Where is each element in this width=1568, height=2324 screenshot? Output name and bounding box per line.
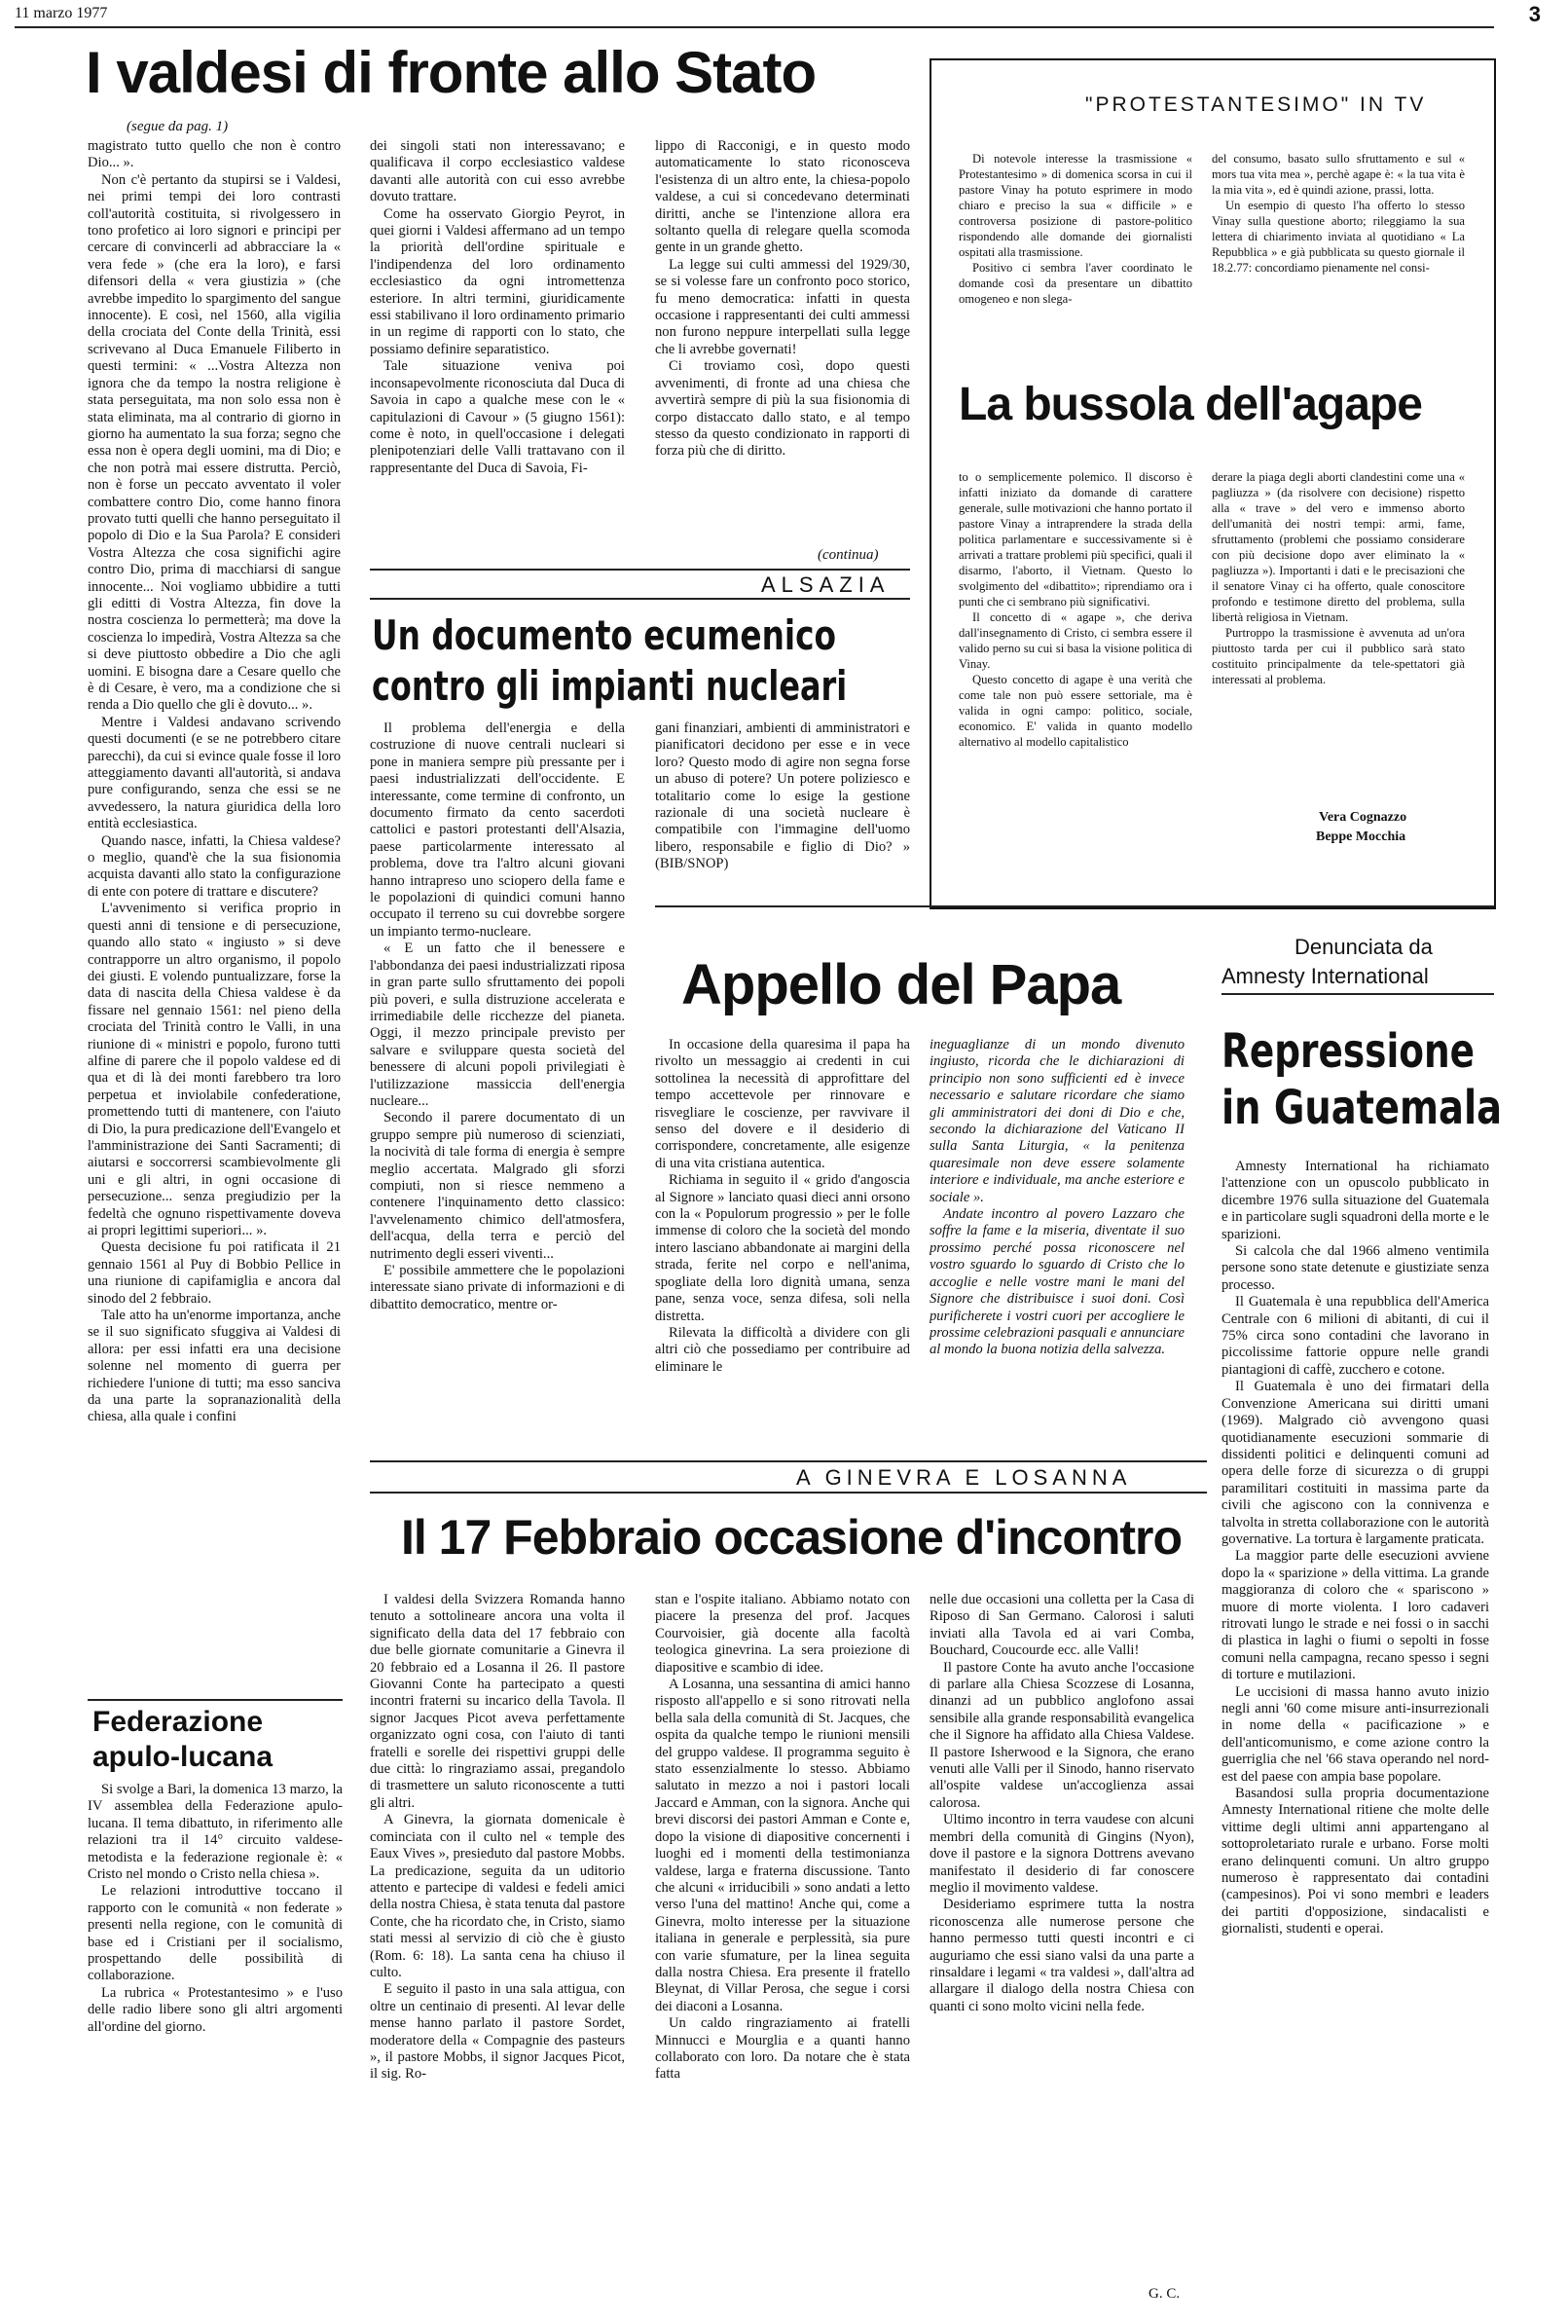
alsazia-headline-1: Un documento ecumenico <box>372 611 837 659</box>
guatemala-kicker-1: Denunciata da <box>1295 935 1433 959</box>
paragraph: Il pastore Conte ha avuto anche l'occasione di parlare alla Chiesa Scozzese di Losanna, dinanzi ad un pubblico anglofono assai sensibile alla grande responsabilità evangelica che il Signore ha affidato alla Chiesa Valdese. Il pastore Isherwood e la Signora, che erano venuti alle Valli per il Sinodo, hanno riservato all'ospite valdese un'accoglienza assai calorosa. <box>930 1659 1194 1811</box>
paragraph: stan e l'ospite italiano. Abbiamo notato con piacere la presenza del prof. Jacques Courvoisier, già docente alla facoltà teologica ginevrina. La sera proiezione di diapositive e scambio di idee. <box>655 1592 910 1676</box>
paragraph: La maggior parte delle esecuzioni avviene dopo la « sparizione » della vittima. La grande maggioranza di coloro che « spariscono » muore di morte violenta. I loro cadaveri ritrovati lungo le strade e nei fossi o in sacchi di plastica in laghi o fiumi o sepolti in fosse comuni nella campagna, recano spesso i segni di torture e mutilazioni. <box>1222 1548 1489 1683</box>
alsazia-kicker-rule <box>370 598 910 600</box>
paragraph: Le uccisioni di massa hanno avuto inizio negli anni '60 come misure anti-insurrezionali in nome della « pacificazione » e dell'anticomunismo, e come azione contro la guerriglia che nel '66 stava operando nel nord-est del paese con ampia base popolare. <box>1222 1683 1489 1785</box>
paragraph: Purtroppo la trasmissione è avvenuta ad un'ora piuttosto tarda per cui il pubblico sarà stato costituito principalmente da tele-spettatori già interessati al problema. <box>1212 626 1465 686</box>
valdesi-headline: I valdesi di fronte allo Stato <box>86 40 817 105</box>
alsazia-kicker: ALSAZIA <box>761 572 891 597</box>
paragraph: Il Guatemala è uno dei firmatari della Convenzione Americana sui diritti umani (1969). Malgrado ciò avvengono quasi quotidianamente esecuzioni sommarie di dissidenti politici e delinquenti comuni ad opera delle forze di sicurezza o di gruppi paramilitari costituiti in massima parte da civili che agiscono con la connivenza e talvolta in stretta collaborazione con le autorità governative. La tortura è largamente praticata. <box>1222 1379 1489 1547</box>
ginevra-column-1 <box>370 1592 625 2317</box>
paragraph: Andate incontro al povero Lazzaro che soffre la fame e la miseria, diventate il suo prossimo perché possa riconoscere nel vostro sguardo lo sguardo di Cristo che lo accoglie e nelle vostre mani le mani del Signore che distribuisce i suoi doni. Così purificherete i vostri cuori per accogliere le prossime celebrazioni pasquali e annunciare al mondo la buona notizia della salvezza. <box>930 1206 1185 1358</box>
page-number: 3 <box>1528 2 1541 26</box>
papa-headline: Appello del Papa <box>681 953 1121 1016</box>
paragraph: Il concetto di « agape », che deriva dall'insegnamento di Cristo, ci sembra essere il valido perno su cui si basa la visione politica di Vinay. <box>959 610 1192 671</box>
paragraph: dei singoli stati non interessavano; e qualificava il corpo ecclesiastico valdese davanti alle autorità con cui esso avrebbe dovuto trattare. <box>370 138 625 205</box>
paragraph: gani finanziari, ambienti di amministratori e pianificatori decidono per esse e in vece loro? Questo modo di agire non segna forse un abuso di potere? Un potere poliziesco e totalitario come lo esige la gestione razionale di una società nucleare è compatibile con l'immagine dell'uomo libero, responsabile e figlio di Dio? » (BIB/SNOP) <box>655 720 910 872</box>
tv-signature-1: Vera Cognazzo <box>1319 810 1407 825</box>
tv-signature-2: Beppe Mocchia <box>1316 830 1406 844</box>
paragraph: I valdesi della Svizzera Romanda hanno tenuto a sottolineare ancora una volta il significato della data del 17 febbraio con due belle giornate comunitarie a Ginevra il 20 febbraio ed a Losanna il 26. Il pastore Giovanni Conte ha partecipato a questi incontri fraterni su incarico della Tavola. Il signor Jacques Picot aveva perfettamente organizzato ogni cosa, con l'aiuto di tanti fratelli e sorelle dei rispettivi gruppi delle due città: lo ringraziamo assai, pregandolo di trasmettere un saluto riconoscente a tutti gli altri. <box>370 1592 625 1811</box>
paragraph: E' possibile ammettere che le popolazioni interessate siano private di informazioni e di dibattito democratico, mentre or- <box>370 1263 625 1312</box>
paragraph: magistrato tutto quello che non è contro Dio... ». <box>88 138 341 171</box>
valdesi-subhead: (segue da pag. 1) <box>127 119 229 134</box>
ginevra-headline: Il 17 Febbraio occasione d'incontro <box>401 1510 1183 1565</box>
paragraph: Tale situazione veniva poi inconsapevolmente riconosciuta dal Duca di Savoia in capo a qualche mese con le « capitulazioni di Cavour » (5 giugno 1561): come è noto, in quell'occasione i delegati plenipotenziari delle Valli trattavano con il rappresentante del Duca di Savoia, Fi- <box>370 358 625 476</box>
paragraph: to o semplicemente polemico. Il discorso è infatti iniziato da domande di carattere generale, sulle motivazioni che hanno portato il pastore Vinay a intraprendere la strada della politica parlamentare e successivamente si è arrivati a trattare problemi più specifici, quali il disarmo, l'aborto, il Vietnam. Questo lo svolgimento del «dibattito»; riprendiamo ora i punti che ci sembrano più significativi. <box>959 470 1192 609</box>
guatemala-headline-1: Repressione <box>1222 1024 1476 1079</box>
alsazia-top-rule <box>370 569 910 571</box>
paragraph: L'avvenimento si verifica proprio in questi anni di tensione e di persecuzione, quando allo stato « ingiusto » si deve contrapporre un altro organismo, il popolo dei giusti. E volendo puntualizzare, forse la data di nascita della Chiesa valdese è da fissare nel gennaio 1561: nel pieno della crociata del Trinità contro le Valli, in una riunione di « ministri e popolo, furono tutti alfine di parere che il popolo valdese ed di qua et di là dei monti farebbero tra loro perpetua et inviolabile confederatione, promettendo tutti di mantenere, con l'aiuto di Dio, la pura predicazione dell'Evangelo et l'amministrazione dei Santi Sacramenti; di aiutarsi e soccorrersi scambievolmente gli uni e gli altri, in ogni occasione di persecuzione... senza pregiudizio per la fedeltà che ognuno rispettivamente doveva ai propri legittimi superiori... ». <box>88 901 341 1238</box>
ginevra-column-3 <box>930 1592 1194 2278</box>
guatemala-kicker-rule <box>1222 993 1494 995</box>
paragraph: Tale atto ha un'enorme importanza, anche se il suo significato sfuggiva ai Valdesi di allora: per essi infatti era una decisione solenne nel momento di guerra per richiedere l'unione di tutti; ma esso sanciva da una parte la sopranazionalità della chiesa, alla quale i confini <box>88 1308 341 1425</box>
ginevra-kicker: A GINEVRA E LOSANNA <box>796 1465 1132 1490</box>
paragraph: Ultimo incontro in terra vaudese con alcuni membri della comunità di Gingins (Nyon), dove il pastore e la signora Dottrens avevano manifestato il desiderio di far conoscere meglio il movimento valdese. <box>930 1812 1194 1896</box>
paragraph: Amnesty International ha richiamato l'attenzione con un opuscolo pubblicato in dicembre 1976 sulla situazione del Guatemala e in particolare sugli squadroni della morte e le sparizioni. <box>1222 1159 1489 1242</box>
masthead-rule <box>15 26 1494 28</box>
guatemala-kicker-2: Amnesty International <box>1222 964 1429 988</box>
paragraph: Questa decisione fu poi ratificata il 21 gennaio 1561 al Puy di Bobbio Pellice in una riunione di capifamiglia e ancora dal sinodo del 2 febbraio. <box>88 1239 341 1307</box>
ginevra-signature: G. C. <box>1149 2286 1181 2302</box>
tv-headline: La bussola dell'agape <box>959 379 1422 430</box>
paragraph: Le relazioni introduttive toccano il rapporto con le comunità « non federate » presenti nella regione, con le comunità di base ed i Cristiani per il socialismo, prospettando delle possibilità di collaborazione. <box>88 1883 343 1984</box>
paragraph: Rilevata la difficoltà a dividere con gli altri ciò che possediamo per contribuire ad eliminare le <box>655 1324 910 1375</box>
paragraph: Mentre i Valdesi andavano scrivendo questi documenti (e se ne potrebbero citare parecchi), da cui si evince quale fosse il loro atteggiamento davanti all'autorità, si andava pure configurando, senza che essi se ne avvedessero, la natura giuridica della loro entità ecclesiastica. <box>88 714 341 832</box>
papa-column-2 <box>930 1037 1185 1451</box>
paragraph: A Ginevra, la giornata domenicale è cominciata con il culto nel « temple des Eaux Vives », presieduto dal pastore Mobbs. La predicazione, seguita da un uditorio attento e partecipe di valdesi e fedeli amici della nostra Chiesa, è stata tenuta dal pastore Conte, che ha ricordato che, in Cristo, siamo stati messi al servizio di ciò che è giusto (Rom. 6: 18). La santa cena ha chiuso il culto. <box>370 1812 625 1980</box>
guatemala-body <box>1222 1159 1489 2317</box>
paragraph: Desideriamo esprimere tutta la nostra riconoscenza alle numerose persone che hanno permesso tutti questi incontri e ci auguriamo che essi siano valsi da una parte a rinsaldare i legami « tra valdesi », dall'altra ad allargare il dialogo della nostra Chiesa con quanti ci sono molto vicini nella fede. <box>930 1897 1194 2014</box>
paragraph: Quando nasce, infatti, la Chiesa valdese? o meglio, quand'è che la sua fisionomia acquista davanti allo stato la configurazione di ente con potere di trattare e discutere? <box>88 832 341 900</box>
tv-bottom-right <box>1212 469 1465 791</box>
paragraph: Un caldo ringraziamento ai fratelli Minnucci e Mourglia e a quanti hanno collaborato con loro. Da notare che è stata fatta <box>655 2015 910 2083</box>
paragraph: Non c'è pertanto da stupirsi se i Valdesi, nei primi tempi dei loro contrasti coll'autorità costituita, si rivolgessero in tono profetico ai loro signori e principi per cercare di convincerli ad abbracciare la « vera fede » (che era la loro), e farsi difensori della « vera giustizia » (che avrebbe impedito lo spargimento del sangue innocente). E così, nel 1560, alla vigilia della crociata del Conte della Trinità, essi scrivevano al Duca Emanuele Filiberto in questi termini: « ...Vostra Altezza non ignora che da tempo la nostra religione è stata perseguitata, ma non solo essa non è stata eliminata, ma al contrario di giorno in giorno ha aumentato la sua forza; segno che essa non è opera degli uomini, ma di Dio; e che non potrà mai essere distrutta. Perciò, non è forse un peccato avventato il voler combattere contro Dio, come hanno finora provato tutti quelli che hanno perseguitato il popolo di Dio e la Sua Parola? E consideri Vostra Altezza che cosa significhi agire contro Dio, prima di macchiarsi di sangue innocente... Noi vogliamo ubbidire a tutti gli editti di Vostra Altezza, fin dove la nostra coscienza lo permetterà; ma dove la coscienza lo impedirà, Vostra Altezza sa che si deve piuttosto obbedire a Dio che agli uomini. E bisogna dare a Cesare quello che è di Cesare, è vero, ma a condizione che si renda a Dio quello che gli è dovuto... ». <box>88 171 341 714</box>
tv-bottom-left <box>959 469 1192 859</box>
valdesi-column-1 <box>88 138 341 1686</box>
paragraph: Si svolge a Bari, la domenica 13 marzo, la IV assemblea della Federazione apulo-lucana. Il tema dibattuto, in riferimento alle relazioni tra il 14° circuito valdese-metodista e la federazione regionale è: « Cristo nel mondo o Cristo nella chiesa ». <box>88 1782 343 1883</box>
paragraph: Positivo ci sembra l'aver coordinato le domande così da presentare un dibattito omogeneo e non slega- <box>959 261 1192 306</box>
paragraph: del consumo, basato sullo sfruttamento e sul « mors tua vita mea », perchè agape è: « la tua vita è la mia vita », ed è quindi azione, prassi, lotta. <box>1212 152 1465 197</box>
paragraph: Un esempio di questo l'ha offerto lo stesso Vinay sulla questione aborto; rileggiamo la sua lettera di chiarimento inviata al quotidiano « La Repubblica » e già pubblicata su questo giornale il 18.2.77: concordiamo pienamente nel consi- <box>1212 199 1465 275</box>
valdesi-column-3 <box>655 138 910 537</box>
paragraph: lippo di Racconigi, e in questo modo automaticamente lo stato riconosceva l'esistenza di un altro ente, la chiesa-popolo valdese, a cui si concedevano determinati diritti, anche se l'intenzione allora era soltanto quella di relegare quella scomoda gente in un grande ghetto. <box>655 138 910 256</box>
paragraph: Il problema dell'energia e della costruzione di nuove centrali nucleari si pone in maniera sempre più pressante per i paesi industrializzati dell'occidente. E interessante, come termine di confronto, un documento firmato da cento sacerdoti cattolici e pastori protestanti dell'Alsazia, paese particolarmente interessato al problema, dove tra l'altro alcuni giovani hanno intrapreso uno sciopero della fame e le popolazioni di quindici comuni hanno occupato il terreno su cui dovrebbe sorgere un impianto termo-nucleare. <box>370 720 625 940</box>
federazione-body <box>88 1782 343 2317</box>
federazione-headline-2: apulo-lucana <box>92 1741 273 1773</box>
paragraph: In occasione della quaresima il papa ha rivolto un messaggio ai credenti in cui sottolinea la necessità di approfittare del tempo accettevole per rinnovare e risvegliare le coscienze, per ravvivare il senso del dovere e il desiderio di corrispondere, concretamente, alle esigenze di una vita cristiana autentica. <box>655 1037 910 1171</box>
alsazia-headline-2: contro gli impianti nucleari <box>372 662 848 710</box>
federazione-top-rule <box>88 1699 343 1701</box>
paragraph: derare la piaga degli aborti clandestini come una « pagliuzza » (da risolvere con decisione) rispetto alla « trave » del vero e immenso aborto dell'umanità dei nostri tempi: armi, fame, sfruttamento (problemi che possiamo considerare con più decisione dopo aver eliminato la « pagliuzza »). Importanti i dati e le precisazioni che il senatore Vinay ci ha offerto, quale conoscitore profondo e testimone diretto del problema, sulla libertà religiosa in Vietnam. <box>1212 470 1465 624</box>
paragraph: Basandosi sulla propria documentazione Amnesty International ritiene che molte delle vittime degli ultimi anni appartengano al sottoproletariato rurale e urbano. Forse molti erano delinquenti comuni. Un altro gruppo numeroso è rappresentato dai contadini (campesinos). Poi vi sono membri e leaders dei partiti d'opposizione, sindacalisti e giornalisti, studenti e operai. <box>1222 1786 1489 1937</box>
paragraph: Secondo il parere documentato di un gruppo sempre più numeroso di scienziati, la nocività di tale forma di energia è sempre meglio accertata. Malgrado gli sforzi compiuti, non si riesce nemmeno a contenere l'inquinamento detto classico: l'avvelenamento chimico dell'atmosfera, dell'acqua, della terra e perciò del nutrimento degli esseri viventi... <box>370 1110 625 1262</box>
federazione-headline-1: Federazione <box>92 1706 264 1738</box>
valdesi-column-2 <box>370 138 625 557</box>
paragraph: Di notevole interesse la trasmissione « Protestantesimo » di domenica scorsa in cui il pastore Vinay ha potuto esprimere in modo chiaro e preciso la sua « difficile » e controversa posizione di pastore-politico rispondendo alle domande dei giornalisti ospitati alla trasmissione. <box>959 152 1192 259</box>
issue-date: 11 marzo 1977 <box>15 5 108 21</box>
guatemala-headline-2: in Guatemala <box>1222 1081 1503 1135</box>
tv-top-left <box>959 151 1192 355</box>
paragraph: ineguaglianze di un mondo divenuto ingiusto, ricorda che le dichiarazioni di principio non sono sufficienti ed è invece necessario e salutare ricordare che siamo gli amministratori dei doni di Dio e che, secondo la dichiarazione del Vaticano II sulla Santa Liturgia, « la penitenza quaresimale non deve essere solamente interiore e individuale, ma anche esteriore e sociale ». <box>930 1037 1185 1205</box>
paragraph: Ci troviamo così, dopo questi avvenimenti, di fronte ad una chiesa che avvertirà sempre di più la sua fisionomia di corpo distaccato dallo stato, e al tempo stesso da questo condizionato in rapporti di forza più che di diritto. <box>655 358 910 460</box>
paragraph: Questo concetto di agape è una verità che come tale non può essere settoriale, ma è valida in ogni campo: politico, sociale, economico. E' valida in quanto modello alternativo al modello capitalistico <box>959 673 1192 749</box>
paragraph: A Losanna, una sessantina di amici hanno risposto all'appello e si sono ritrovati nella bella sala della comunità di St. Jacques, che ospita da qualche tempo le riunioni mensili del gruppo valdese. Il programma seguito è stato essenzialmente lo stesso. Abbiamo salutato in mezzo a noi i pastori locali Jaccard e Amman, con la signora. Anche qui brevi discorsi dei pastori Amman e Conte e, dopo la visione di diapositive concernenti i luoghi ed i momenti della testimonianza valdese, larga e fraterna discussione. Tanto che alcuni « irriducibili » sono andati a letto verso l'una del mattino! Anche qui, come a Ginevra, molto interesse per la situazione italiana in generale e perplessità, sia pure con varie sfumature, per la linea seguita dalla nostra Chiesa. Era presente il fratello Bleynat, di Villar Perosa, che segue i corsi dei diaconi a Losanna. <box>655 1677 910 2014</box>
papa-top-rule <box>655 905 1494 907</box>
paragraph: E seguito il pasto in una sala attigua, con oltre un centinaio di presenti. Al levar delle mense hanno parlato il pastore Sordet, moderatore della « Compagnie des pasteurs », il pastore Mobbs, il signor Jacques Picot, il sig. Ro- <box>370 1981 625 2083</box>
alsazia-column-2 <box>655 720 910 915</box>
tv-top-right <box>1212 151 1465 355</box>
paragraph: nelle due occasioni una colletta per la Casa di Riposo di San Germano. Calorosi i saluti inviati alla Tavola ed ai vari Comba, Bouchard, Coucourde ecc. alle Valli! <box>930 1592 1194 1659</box>
ginevra-column-2 <box>655 1592 910 2317</box>
paragraph: La rubrica « Protestantesimo » e l'uso delle radio libere sono gli altri argomenti all'ordine del giorno. <box>88 1984 343 2035</box>
valdesi-continua: (continua) <box>818 547 879 563</box>
ginevra-kicker-rule <box>370 1492 1207 1494</box>
paragraph: Si calcola che dal 1966 almeno ventimila persone sono state detenute e giustiziate senza processo. <box>1222 1243 1489 1293</box>
paragraph: Richiama in seguito il « grido d'angoscia al Signore » lanciato quasi dieci anni orsono con la « Populorum progressio » per le folle immense di coloro che la società del mondo intero lasciano abbandonate ai margini della strada, ferite nel corpo e nell'anima, spogliate della loro dignità umana, senza pane, senza voce, senza difesa, soli nella distretta. <box>655 1172 910 1324</box>
tv-kicker: "PROTESTANTESIMO" IN TV <box>1085 93 1427 116</box>
paragraph: Come ha osservato Giorgio Peyrot, in quei giorni i Valdesi affermano ad un tempo la priorità dell'ordine spirituale e l'indipendenza del loro ordinamento ecclesiastico da ogni intromettenza esteriore. In altri termini, giuridicamente essi stabilivano il loro ordinamento primario in un regime di rapporti con lo stato, che possiamo definire separatistico. <box>370 205 625 357</box>
paragraph: Il Guatemala è una repubblica dell'America Centrale con 6 milioni di abitanti, di cui il 75% circa sono contadini che lavorano in piccolissime fattorie oppure nelle grandi piantagioni di caffè, zucchero e cotone. <box>1222 1294 1489 1378</box>
paragraph: La legge sui culti ammessi del 1929/30, se si volesse fare un confronto poco storico, fu meno democratica: infatti in questa occasione i rappresentanti dei culti ammessi non furono neppure interpellati sulla legge che li avrebbe governati! <box>655 256 910 357</box>
ginevra-top-rule <box>370 1460 1207 1462</box>
paragraph: « E un fatto che il benessere e l'abbondanza dei paesi industrializzati riposa in gran parte sullo sfruttamento dei popoli più poveri, e sulla distruzione accelerata e irrimediabile delle ricchezze del pianeta. Oggi, il mezzo principale previsto per salvare e sviluppare questa società del benessere di alcuni popoli privilegiati è l'utilizzazione massiccia dell'energia nucleare... <box>370 941 625 1109</box>
papa-column-1 <box>655 1037 910 1451</box>
